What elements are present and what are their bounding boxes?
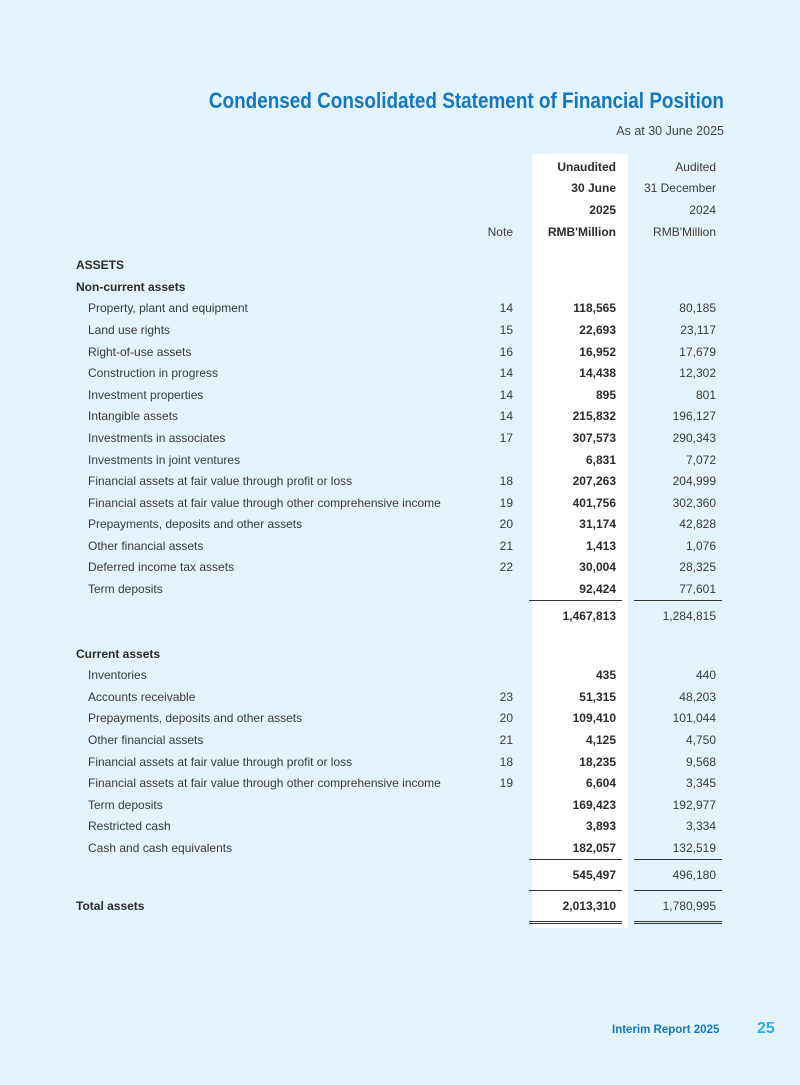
- line-item-note: 19: [499, 776, 513, 791]
- table-row: [76, 406, 722, 428]
- noncurrent-subtotal: [76, 600, 722, 631]
- note-header: Note: [487, 224, 513, 239]
- line-item-note: 18: [499, 754, 513, 769]
- current-period-value: 18,235: [579, 754, 616, 769]
- line-item-note: 20: [499, 517, 513, 532]
- prior-period-value: 80,185: [679, 301, 716, 316]
- current-period-value: 92,424: [529, 578, 622, 600]
- table-row: [76, 319, 722, 341]
- noncurrent-subtotal-prior: 1,284,815: [662, 608, 716, 623]
- table-row: [76, 362, 722, 384]
- line-item-note: 14: [499, 387, 513, 402]
- prior-period-value: 3,345: [685, 776, 716, 791]
- current-subtotal-prior: 496,180: [672, 867, 716, 882]
- line-item-label: Term deposits: [88, 582, 163, 597]
- line-item-label: Property, plant and equipment: [88, 301, 248, 316]
- column-header-row: [76, 156, 722, 178]
- line-item-note: [449, 449, 519, 471]
- table-row: [76, 686, 722, 708]
- current-subtotal: [76, 859, 722, 890]
- line-item-label: Financial assets at fair value through profit or loss: [88, 474, 353, 489]
- table-row: [76, 341, 722, 363]
- current-period-value: 1,413: [585, 538, 616, 553]
- prior-unit: RMB'Million: [653, 224, 716, 239]
- line-item-note: [449, 816, 519, 838]
- table-row: [76, 816, 722, 838]
- page-number: 25: [757, 1020, 775, 1037]
- table-row: [76, 384, 722, 406]
- line-item-note: 18: [499, 474, 513, 489]
- current-date: 30 June: [571, 181, 616, 196]
- column-header-row: [76, 221, 722, 243]
- current-year: 2025: [589, 202, 616, 217]
- prior-period-value: 132,519: [634, 837, 722, 859]
- current-heading: Current assets: [76, 646, 161, 661]
- line-item-label: Financial assets at fair value through profit or loss: [88, 754, 353, 769]
- prior-period-value: 12,302: [679, 366, 716, 381]
- line-item-label: Term deposits: [88, 797, 163, 812]
- report-name: Interim Report 2025: [612, 1024, 720, 1036]
- current-period-value: 4,125: [585, 733, 616, 748]
- table-row: [76, 514, 722, 536]
- table-row: [76, 427, 722, 449]
- line-item-note: 14: [499, 409, 513, 424]
- line-item-label: Deferred income tax assets: [88, 560, 235, 575]
- line-item-note: 16: [499, 344, 513, 359]
- line-item-note: 23: [499, 689, 513, 704]
- total-assets-current: 2,013,310: [529, 890, 622, 922]
- line-item-label: Inventories: [88, 668, 147, 683]
- table-row: [76, 578, 722, 600]
- current-period-value: 6,604: [585, 776, 616, 791]
- current-period-value: 16,952: [579, 344, 616, 359]
- financial-position-table: [76, 156, 722, 924]
- line-item-note: [449, 794, 519, 816]
- statement-date: As at 30 June 2025: [616, 124, 724, 138]
- line-item-note: 20: [499, 711, 513, 726]
- current-period-value: 14,438: [579, 366, 616, 381]
- current-period-value: 30,004: [579, 560, 616, 575]
- line-item-note: 21: [499, 538, 513, 553]
- current-period-value: 118,565: [573, 301, 616, 316]
- prior-period-value: 42,828: [679, 517, 716, 532]
- prior-period-value: 192,977: [672, 797, 716, 812]
- current-period-value: 6,831: [585, 452, 616, 467]
- prior-period-value: 196,127: [672, 409, 716, 424]
- table-row: [76, 837, 722, 859]
- section-heading-row: [76, 254, 722, 276]
- line-item-label: Construction in progress: [88, 366, 219, 381]
- current-period-value: 215,832: [572, 409, 616, 424]
- prior-period-value: 101,044: [672, 711, 716, 726]
- prior-period-value: 440: [695, 668, 716, 683]
- line-item-note: 21: [499, 733, 513, 748]
- line-item-note: [449, 578, 519, 600]
- line-item-note: 22: [499, 560, 513, 575]
- current-period-value: 169,423: [572, 797, 616, 812]
- line-item-label: Right-of-use assets: [88, 344, 192, 359]
- prior-period-value: 28,325: [679, 560, 716, 575]
- total-assets-label: Total assets: [76, 899, 145, 914]
- table-row: [76, 729, 722, 751]
- prior-period-value: 4,750: [685, 733, 716, 748]
- prior-period-value: 204,999: [672, 474, 716, 489]
- column-header-row: [76, 178, 722, 200]
- current-subtotal-current: 545,497: [572, 867, 616, 882]
- line-item-label: Prepayments, deposits and other assets: [88, 517, 303, 532]
- page-title: Condensed Consolidated Statement of Financial Position: [208, 88, 724, 113]
- prior-period-value: 302,360: [672, 495, 716, 510]
- current-period-value: 51,315: [579, 689, 616, 704]
- line-item-note: [449, 837, 519, 859]
- prior-status: Audited: [675, 159, 716, 174]
- line-item-note: 14: [499, 301, 513, 316]
- current-period-value: 207,263: [572, 474, 616, 489]
- current-period-value: 3,893: [585, 819, 616, 834]
- table-row: [76, 772, 722, 794]
- current-period-value: 401,756: [572, 495, 616, 510]
- line-item-label: Other financial assets: [88, 538, 204, 553]
- prior-period-value: 801: [695, 387, 716, 402]
- prior-year: 2024: [689, 202, 716, 217]
- section-heading-row: [76, 643, 722, 665]
- line-item-label: Investments in joint ventures: [88, 452, 241, 467]
- section-heading-row: [76, 276, 722, 298]
- noncurrent-subtotal-current: 1,467,813: [562, 608, 616, 623]
- line-item-label: Accounts receivable: [88, 689, 196, 704]
- current-period-value: 22,693: [579, 322, 616, 337]
- column-header-row: [76, 199, 722, 221]
- table-row: [76, 449, 722, 471]
- prior-period-value: 7,072: [685, 452, 716, 467]
- line-item-label: Other financial assets: [88, 733, 204, 748]
- line-item-label: Restricted cash: [88, 819, 171, 834]
- prior-period-value: 1,076: [685, 538, 716, 553]
- current-period-value: 435: [595, 668, 616, 683]
- assets-heading: ASSETS: [76, 258, 125, 273]
- line-item-label: Investment properties: [88, 387, 204, 402]
- total-assets-row: [76, 890, 722, 922]
- table-row: [76, 470, 722, 492]
- line-item-label: Land use rights: [88, 322, 171, 337]
- line-item-note: 17: [499, 430, 513, 445]
- line-item-note: 15: [499, 322, 513, 337]
- prior-period-value: 48,203: [679, 689, 716, 704]
- current-period-value: 182,057: [529, 837, 622, 859]
- total-assets-prior: 1,780,995: [634, 890, 722, 922]
- current-period-value: 31,174: [579, 517, 616, 532]
- prior-date: 31 December: [643, 181, 716, 196]
- table-row: [76, 298, 722, 320]
- table-row: [76, 708, 722, 730]
- line-item-note: 19: [499, 495, 513, 510]
- noncurrent-heading: Non-current assets: [76, 279, 186, 294]
- line-item-label: Investments in associates: [88, 430, 226, 445]
- prior-period-value: 9,568: [685, 754, 716, 769]
- prior-period-value: 77,601: [634, 578, 722, 600]
- table-row: [76, 492, 722, 514]
- table-row: [76, 751, 722, 773]
- line-item-label: Intangible assets: [88, 409, 179, 424]
- prior-period-value: 290,343: [672, 430, 716, 445]
- current-period-value: 895: [595, 387, 616, 402]
- line-item-label: Financial assets at fair value through other comprehensive income: [88, 776, 441, 791]
- line-item-label: Prepayments, deposits and other assets: [88, 711, 303, 726]
- current-period-value: 109,410: [572, 711, 616, 726]
- line-item-note: [449, 664, 519, 686]
- current-unit: RMB'Million: [547, 224, 616, 239]
- table-row: [76, 535, 722, 557]
- prior-period-value: 17,679: [679, 344, 716, 359]
- prior-period-value: 3,334: [685, 819, 716, 834]
- line-item-note: 14: [499, 366, 513, 381]
- table-row: [76, 664, 722, 686]
- table-row: [76, 794, 722, 816]
- line-item-label: Financial assets at fair value through other comprehensive income: [88, 495, 441, 510]
- current-period-value: 307,573: [572, 430, 616, 445]
- current-status: Unaudited: [557, 159, 616, 174]
- table-row: [76, 557, 722, 579]
- line-item-label: Cash and cash equivalents: [88, 841, 233, 856]
- prior-period-value: 23,117: [680, 322, 716, 337]
